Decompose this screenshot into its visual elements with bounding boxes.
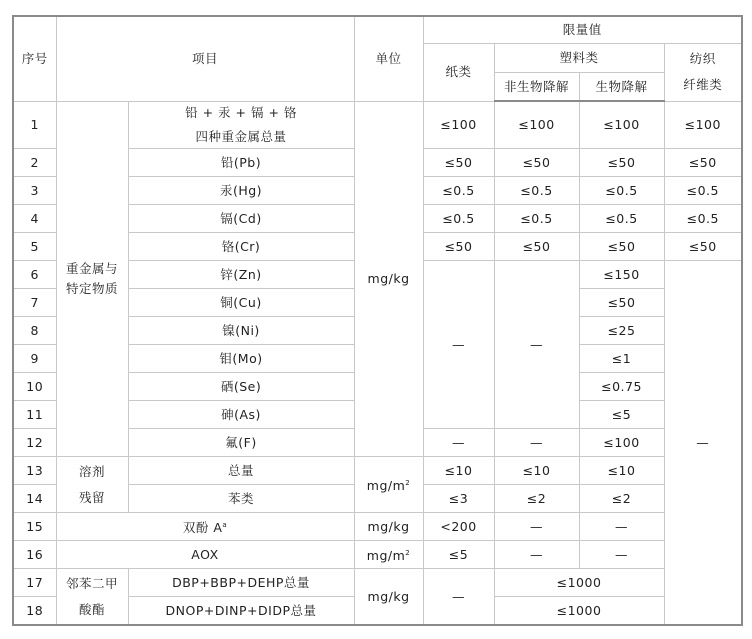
paper-value: ≤100 bbox=[423, 101, 494, 149]
item-cell bbox=[128, 101, 354, 149]
paper-value: ≤0.5 bbox=[423, 177, 494, 205]
bio-value: ≤0.5 bbox=[579, 205, 664, 233]
bio-value: ≤0.75 bbox=[579, 373, 664, 401]
row-number: 10 bbox=[13, 373, 56, 401]
bio-value: ≤50 bbox=[579, 149, 664, 177]
nonbio-value: ≤10 bbox=[494, 457, 579, 485]
plastic-value: ≤1000 bbox=[494, 597, 664, 626]
paper-value: — bbox=[423, 569, 494, 626]
row-number: 9 bbox=[13, 345, 56, 373]
group-heavy-metals bbox=[56, 101, 128, 457]
header-plastic: 塑料类 bbox=[494, 44, 664, 73]
table-row bbox=[13, 457, 742, 485]
header-textile-line1: 纺织 bbox=[689, 51, 716, 67]
paper-value: — bbox=[423, 261, 494, 429]
row-number: 1 bbox=[13, 101, 56, 149]
header-paper: 纸类 bbox=[423, 44, 494, 102]
bio-value: — bbox=[579, 513, 664, 541]
unit-cell bbox=[354, 541, 423, 569]
item-cell: DNOP+DINP+DIDP总量 bbox=[128, 597, 354, 626]
table-row bbox=[13, 513, 742, 541]
bio-value: ≤100 bbox=[579, 101, 664, 149]
header-limit: 限量值 bbox=[423, 16, 742, 44]
table-row bbox=[13, 569, 742, 597]
header-textile-line2: 纤维类 bbox=[683, 77, 723, 93]
bio-value: ≤5 bbox=[579, 401, 664, 429]
nonbio-value: ≤100 bbox=[494, 101, 579, 149]
bio-value: ≤1 bbox=[579, 345, 664, 373]
bio-value: ≤0.5 bbox=[579, 177, 664, 205]
header-nonbio: 非生物降解 bbox=[494, 73, 579, 102]
group-phthalate bbox=[56, 569, 128, 626]
item-cell: 氟(F) bbox=[128, 429, 354, 457]
unit-cell: mg/kg bbox=[354, 569, 423, 626]
nonbio-value: — bbox=[494, 513, 579, 541]
plastic-value: ≤1000 bbox=[494, 569, 664, 597]
unit-cell: mg/kg bbox=[354, 101, 423, 457]
nonbio-value: — bbox=[494, 429, 579, 457]
item-cell: 钼(Mo) bbox=[128, 345, 354, 373]
item-cell: 锌(Zn) bbox=[128, 261, 354, 289]
item-cell: 镍(Ni) bbox=[128, 317, 354, 345]
item-cell bbox=[56, 513, 354, 541]
bio-value: ≤150 bbox=[579, 261, 664, 289]
header-textile bbox=[664, 44, 742, 102]
row-number: 5 bbox=[13, 233, 56, 261]
item-cell: 苯类 bbox=[128, 485, 354, 513]
item-cell: DBP+BBP+DEHP总量 bbox=[128, 569, 354, 597]
row-number: 18 bbox=[13, 597, 56, 626]
group-solvent bbox=[56, 457, 128, 513]
header-item: 项目 bbox=[56, 16, 354, 101]
row-number: 11 bbox=[13, 401, 56, 429]
item-cell: 砷(As) bbox=[128, 401, 354, 429]
item-cell: AOX bbox=[56, 541, 354, 569]
limits-table bbox=[12, 15, 743, 626]
group-line: 酸酯 bbox=[78, 601, 105, 617]
row-number: 6 bbox=[13, 261, 56, 289]
header-seq: 序号 bbox=[13, 16, 56, 101]
nonbio-value: ≤0.5 bbox=[494, 205, 579, 233]
unit-exponent: 2 bbox=[405, 478, 411, 487]
header-unit: 单位 bbox=[354, 16, 423, 101]
table-row bbox=[13, 541, 742, 569]
unit-cell: mg/kg bbox=[354, 513, 423, 541]
unit-exponent: 2 bbox=[405, 548, 411, 557]
item-text: 双酚 A bbox=[182, 520, 223, 536]
footnote-marker: a bbox=[222, 520, 228, 529]
paper-value: ≤10 bbox=[423, 457, 494, 485]
paper-value: ≤3 bbox=[423, 485, 494, 513]
nonbio-value: ≤50 bbox=[494, 233, 579, 261]
row-number: 3 bbox=[13, 177, 56, 205]
table-row bbox=[13, 101, 742, 149]
header-bio: 生物降解 bbox=[579, 73, 664, 102]
unit-cell bbox=[354, 457, 423, 513]
nonbio-value: ≤0.5 bbox=[494, 177, 579, 205]
group-line: 溶剂 bbox=[78, 463, 105, 479]
paper-value: ≤50 bbox=[423, 149, 494, 177]
row-number: 17 bbox=[13, 569, 56, 597]
item-line: 铅 + 汞 + 镉 + 铬 bbox=[185, 104, 297, 120]
row-number: 8 bbox=[13, 317, 56, 345]
textile-value: ≤50 bbox=[664, 233, 742, 261]
item-cell: 铬(Cr) bbox=[128, 233, 354, 261]
row-number: 7 bbox=[13, 289, 56, 317]
nonbio-value: ≤2 bbox=[494, 485, 579, 513]
group-line: 残留 bbox=[78, 489, 105, 505]
group-line: 邻苯二甲 bbox=[65, 575, 118, 591]
row-number: 12 bbox=[13, 429, 56, 457]
bio-value: ≤25 bbox=[579, 317, 664, 345]
row-number: 13 bbox=[13, 457, 56, 485]
paper-value: <200 bbox=[423, 513, 494, 541]
textile-value: — bbox=[664, 261, 742, 626]
bio-value: ≤50 bbox=[579, 289, 664, 317]
item-cell: 硒(Se) bbox=[128, 373, 354, 401]
paper-value: ≤50 bbox=[423, 233, 494, 261]
textile-value: ≤0.5 bbox=[664, 177, 742, 205]
row-number: 2 bbox=[13, 149, 56, 177]
textile-value: ≤0.5 bbox=[664, 205, 742, 233]
item-cell: 总量 bbox=[128, 457, 354, 485]
nonbio-value: — bbox=[494, 261, 579, 429]
nonbio-value: — bbox=[494, 541, 579, 569]
nonbio-value: ≤50 bbox=[494, 149, 579, 177]
bio-value: — bbox=[579, 541, 664, 569]
textile-value: ≤50 bbox=[664, 149, 742, 177]
bio-value: ≤10 bbox=[579, 457, 664, 485]
bio-value: ≤2 bbox=[579, 485, 664, 513]
item-cell: 镉(Cd) bbox=[128, 205, 354, 233]
bio-value: ≤100 bbox=[579, 429, 664, 457]
row-number: 14 bbox=[13, 485, 56, 513]
paper-value: ≤5 bbox=[423, 541, 494, 569]
item-cell: 铜(Cu) bbox=[128, 289, 354, 317]
paper-value: — bbox=[423, 429, 494, 457]
paper-value: ≤0.5 bbox=[423, 205, 494, 233]
item-cell: 汞(Hg) bbox=[128, 177, 354, 205]
row-number: 16 bbox=[13, 541, 56, 569]
group-line: 特定物质 bbox=[65, 280, 118, 296]
bio-value: ≤50 bbox=[579, 233, 664, 261]
group-line: 重金属与 bbox=[65, 260, 118, 276]
item-cell: 铅(Pb) bbox=[128, 149, 354, 177]
unit-text: mg/m bbox=[366, 548, 406, 564]
textile-value: ≤100 bbox=[664, 101, 742, 149]
unit-text: mg/m bbox=[366, 478, 406, 494]
row-number: 15 bbox=[13, 513, 56, 541]
row-number: 4 bbox=[13, 205, 56, 233]
item-line: 四种重金属总量 bbox=[195, 128, 287, 144]
